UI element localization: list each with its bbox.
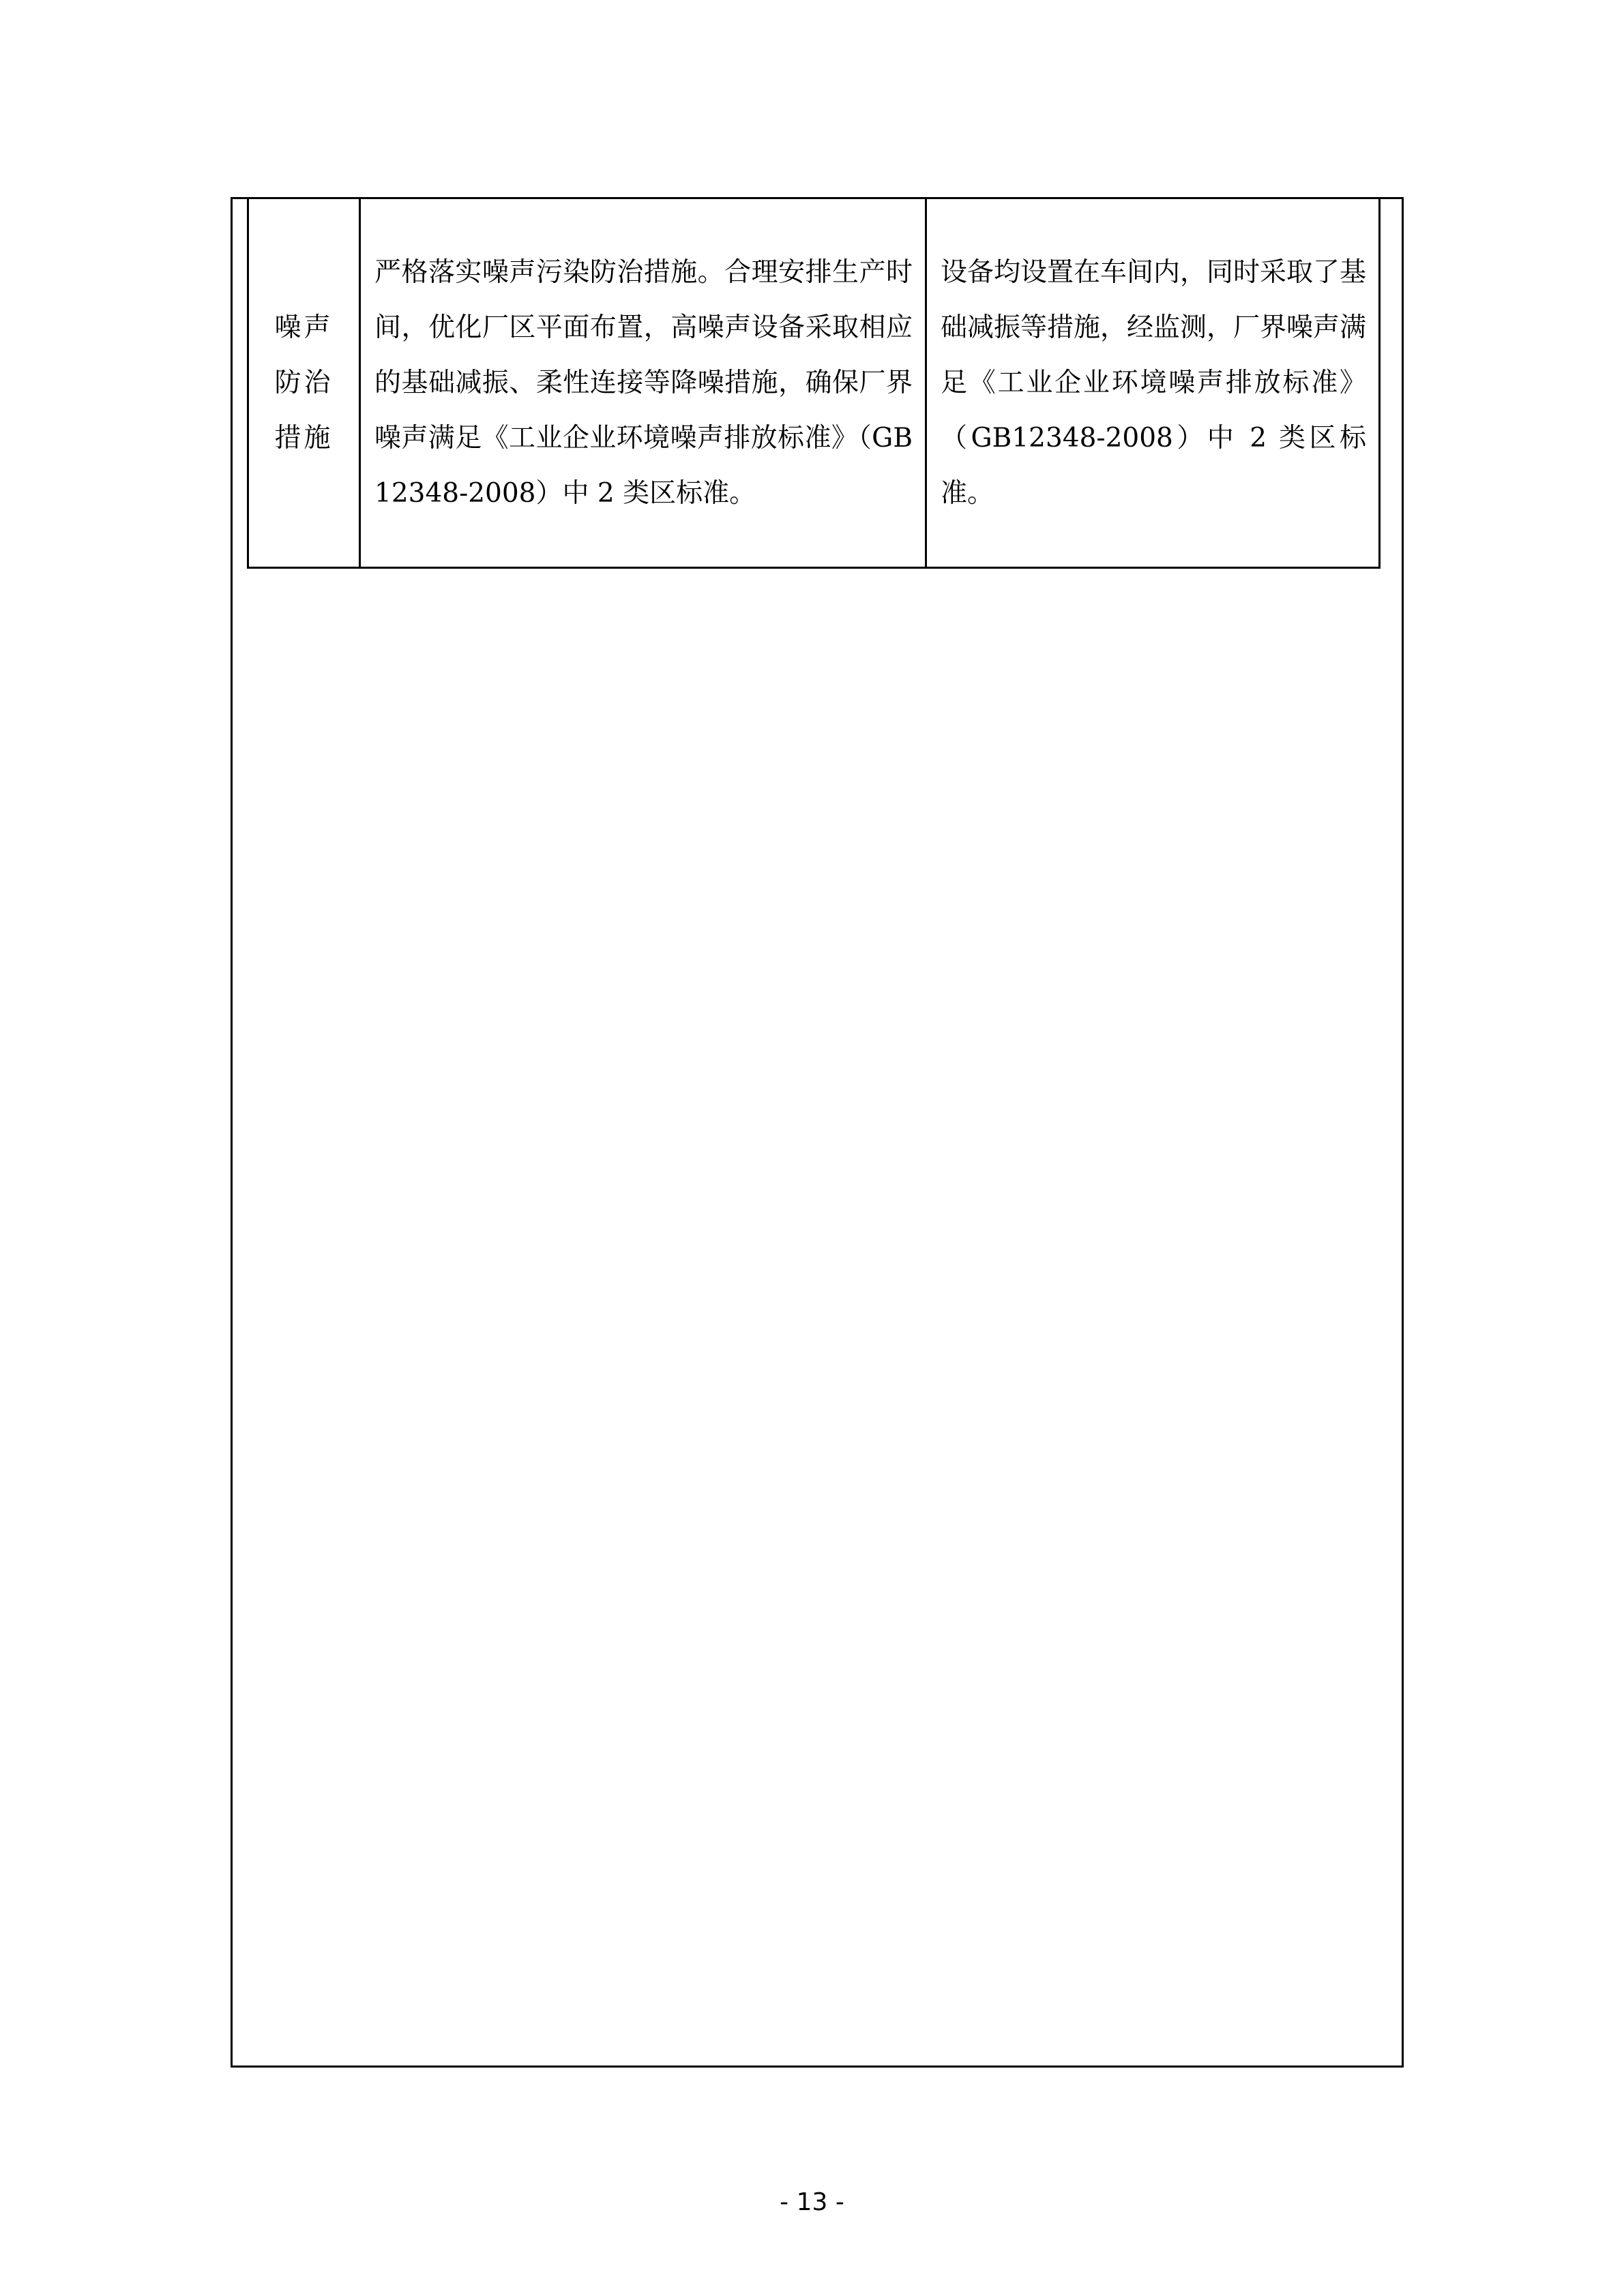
category-label-line-2: 防治 bbox=[274, 368, 334, 398]
implementation-text: 设备均设置在车间内，同时采取了基础减振等措施，经监测，厂界噪声满足《工业企业环境噪声排放标准》（GB12348-2008）中 2 类区标准。 bbox=[941, 257, 1367, 509]
category-label-line-1: 噪声 bbox=[274, 312, 334, 343]
category-label-line-3: 措施 bbox=[274, 423, 334, 453]
requirement-cell bbox=[360, 198, 926, 568]
noise-measures-table bbox=[247, 197, 1381, 569]
requirement-text: 严格落实噪声污染防治措施。合理安排生产时间，优化厂区平面布置，高噪声设备采取相应的基础减振、柔性连接等降噪措施，确保厂界噪声满足《工业企业环境噪声排放标准》（GB12348-2008）中 2 类区标准。 bbox=[374, 257, 913, 509]
category-cell bbox=[248, 198, 360, 568]
table-row bbox=[248, 198, 1380, 568]
implementation-cell bbox=[926, 198, 1380, 568]
page-number: - 13 - bbox=[780, 2188, 844, 2216]
